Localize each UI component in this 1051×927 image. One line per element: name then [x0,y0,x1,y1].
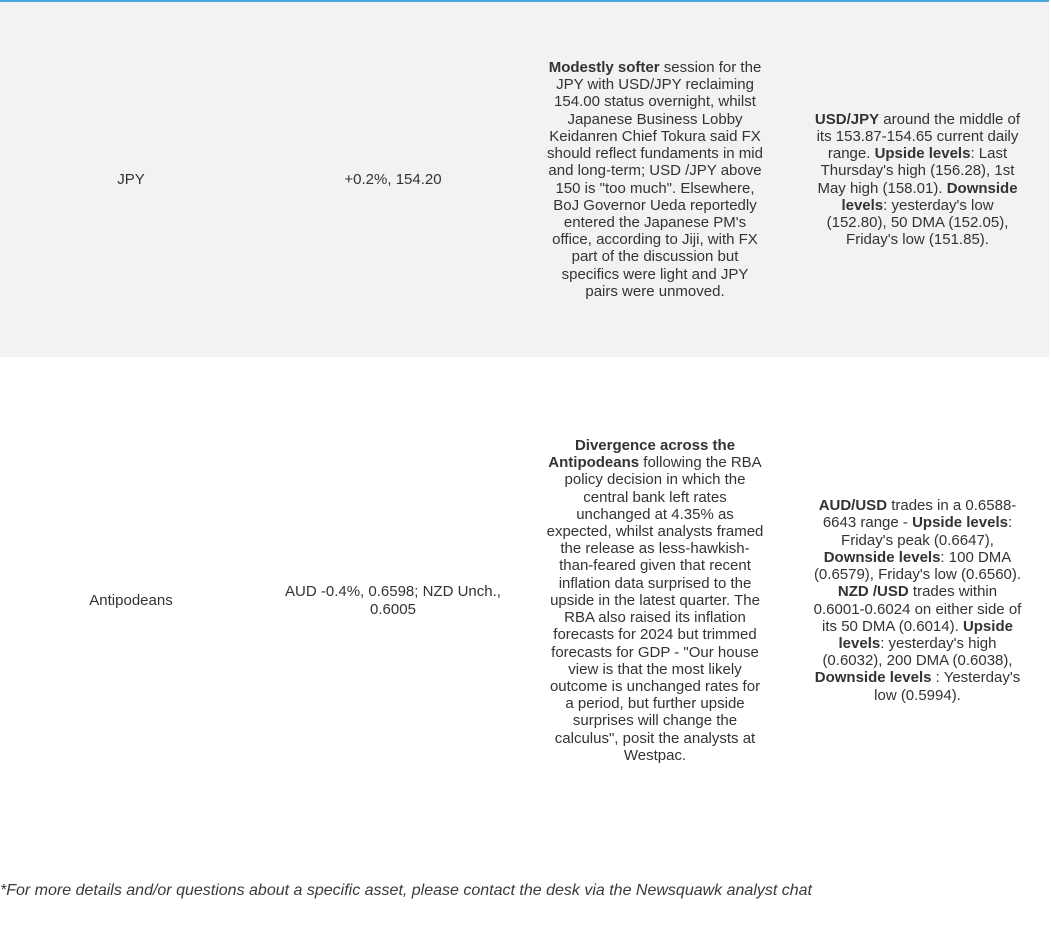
asset-name: Antipodeans [89,591,173,609]
body-text: around the middle of its 153.87-154.65 current daily range. [816,110,1021,163]
commentary-text [546,59,764,300]
emphasis-text: Upside levels [874,145,971,163]
emphasis-text: AUD/USD [818,497,888,515]
emphasis-text: Downside levels [823,548,941,566]
body-text: : Yesterday's low (0.5994). [874,669,1021,704]
commentary-cell [524,2,786,358]
body-text: : Last Thursday's high (156.28), 1st May high (158.01). [817,145,1015,197]
move-cell [262,2,524,358]
body-text: session for the JPY with USD/JPY reclaiming 154.00 status overnight, whilst Japanese Business Lobby Keidanren Chief Tokura said FX should reflect fundaments in mid and long-term; USD /JPY above 150 is "too much". Elsewhere, BoJ Governor Ueda reportedly entered the Japanese PM's office, according to Jiji, with FX part of the discussion but specifics were light and JPY pairs were unmoved. [547,59,763,300]
asset-cell [0,358,262,844]
body-text: : yesterday's high (0.6032), 200 DMA (0.6038), [822,634,1013,670]
asset-name: JPY [117,170,145,188]
emphasis-text: Downside levels [841,179,1018,214]
emphasis-text: USD/JPY [814,110,880,128]
move-cell [262,358,524,844]
emphasis-text: Upside levels [838,617,1013,652]
levels-cell [786,358,1049,844]
emphasis-text: Divergence across the Antipodeans [548,437,736,472]
footnote: *For more details and/or questions about a specific asset, please contact the desk via the Newsquawk analyst chat [0,882,812,899]
emphasis-text: Upside levels [912,514,1008,532]
price-move: AUD -0.4%, 0.6598; NZD Unch., 0.6005 [285,583,501,618]
levels-cell [786,2,1049,358]
emphasis-text: Downside levels [814,669,932,687]
price-move: +0.2%, 154.20 [344,170,442,188]
table-row-antipodeans [0,358,1049,844]
levels-text [813,111,1023,249]
asset-cell [0,2,262,358]
emphasis-text: NZD /USD [837,583,909,601]
fx-summary-table [0,2,1049,843]
body-text: : Friday's peak (0.6647), [841,514,1013,549]
table-row-jpy [0,2,1049,358]
commentary-text [546,437,764,764]
body-text: : 100 DMA (0.6579), Friday's low (0.6560). [813,548,1022,584]
body-text: following the RBA policy decision in which the central bank left rates unchanged at 4.35% as expected, whilst analysts framed the release as less-hawkish-than-feared given that recent inflation data surprised to the upside in the latest quarter. The RBA also raised its inflation forecasts for 2024 but trimmed forecasts for GDP - "Our house view is that the most likely outcome is unchanged rates for a period, but further upside surprises will change the calculus", posit the analysts at Westpac. [546,454,764,764]
body-text: : yesterday's low (152.80), 50 DMA (152.05), Friday's low (151.85). [826,196,1009,249]
levels-text [813,497,1023,703]
body-text: trades within 0.6001-0.6024 on either side of its 50 DMA (0.6014). [813,583,1022,635]
commentary-cell [524,358,786,844]
emphasis-text: Modestly softer [548,59,660,77]
body-text: trades in a 0.6588-6643 range - [822,497,1017,532]
